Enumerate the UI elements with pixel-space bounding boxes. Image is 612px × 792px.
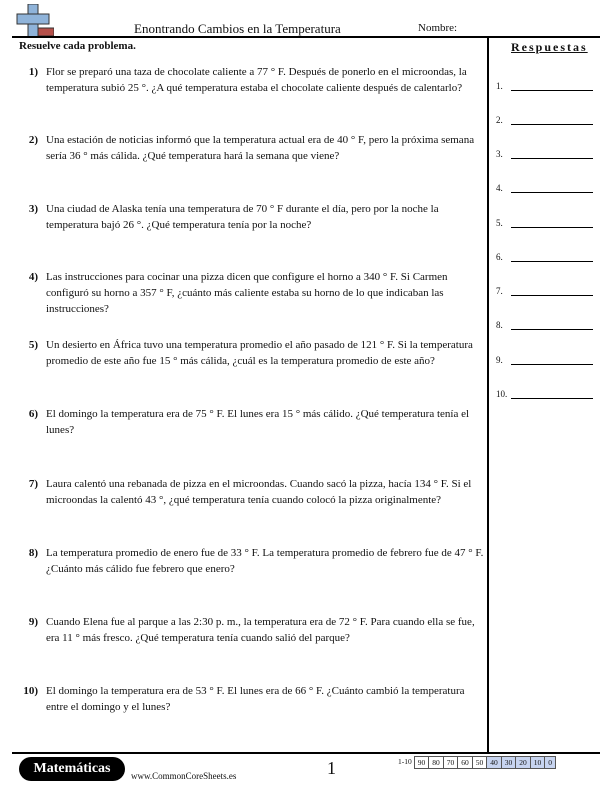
score-cell: 60 <box>457 756 473 769</box>
question-text: Una estación de noticias informó que la temperatura actual era de 40 ° F, pero la próxima semana sería 36 ° más cálida. ¿Qué temperatura hará la semana que viene? <box>46 134 475 162</box>
answer-slot[interactable] <box>496 149 503 159</box>
answer-line[interactable] <box>511 158 593 159</box>
question-text: Una ciudad de Alaska tenía una temperatura de 70 ° F durante el día, pero por la noche la temperatura bajó 26 °. ¿Qué temperatura tenía por la noche? <box>46 203 439 231</box>
answer-slot[interactable] <box>496 252 503 262</box>
answers-title: Respuestas <box>511 40 588 54</box>
answer-label: 9. <box>496 355 503 365</box>
score-cell: 70 <box>443 756 459 769</box>
answer-label: 6. <box>496 252 503 262</box>
question-text: Cuando Elena fue al parque a las 2:30 p. m., la temperatura era de 72 ° F. Para cuando ella se fue, era 11 ° más fresco. ¿Qué temperatura tenía cuando salió del parque? <box>46 616 475 644</box>
answer-label: 3. <box>496 149 503 159</box>
question-text: Laura calentó una rebanada de pizza en el microondas. Cuando sacó la pizza, hacía 134 ° F. Si el microondas la calentó 43 °, ¿qué temperatura tenía cuando colocó la pizza originalmente? <box>46 478 472 506</box>
score-label: 1-10 <box>398 757 412 766</box>
score-cell: 90 <box>414 756 430 769</box>
score-cell: 10 <box>530 756 546 769</box>
answer-label: 4. <box>496 183 503 193</box>
score-cell: 80 <box>428 756 444 769</box>
answer-label: 5. <box>496 218 503 228</box>
answer-line[interactable] <box>511 227 593 228</box>
answer-column-divider <box>487 38 489 752</box>
question-text: Un desierto en África tuvo una temperatura promedio el año pasado de 121 ° F. Si la temperatura promedio de este año fue 15 ° más cálida, ¿cuál es la temperatura promedio de este año? <box>46 339 473 367</box>
score-cell: 50 <box>472 756 488 769</box>
score-cell: 40 <box>486 756 502 769</box>
question-number: 5) <box>28 339 38 351</box>
question-number: 6) <box>28 408 38 420</box>
score-table <box>398 756 556 769</box>
question-text: Flor se preparó una taza de chocolate caliente a 77 ° F. Después de ponerlo en el microondas, la temperatura subió 25 °. ¿A qué temperatura estaba el chocolate caliente después de calentarlo? <box>46 66 467 94</box>
answer-slot[interactable] <box>496 389 507 399</box>
answer-line[interactable] <box>511 90 593 91</box>
answer-line[interactable] <box>511 124 593 125</box>
question-number: 4) <box>28 271 38 283</box>
logo-icon <box>14 4 54 38</box>
answer-line[interactable] <box>511 398 593 399</box>
answer-label: 10. <box>496 389 508 399</box>
question-number: 1) <box>28 66 38 78</box>
answer-line[interactable] <box>511 364 593 365</box>
answer-slot[interactable] <box>496 286 503 296</box>
question-number: 3) <box>28 203 38 215</box>
question-number: 8) <box>28 547 38 559</box>
question-text: La temperatura promedio de enero fue de 33 ° F. La temperatura promedio de febrero fue de 47 ° F. ¿Cuánto más cálido fue febrero que enero? <box>46 547 484 575</box>
answer-label: 8. <box>496 320 503 330</box>
answer-label: 2. <box>496 115 503 125</box>
answer-slot[interactable] <box>496 320 503 330</box>
site-url: www.CommonCoreSheets.es <box>131 771 237 781</box>
answer-slot[interactable] <box>496 81 503 91</box>
question-text: El domingo la temperatura era de 75 ° F. El lunes era 15 ° más cálido. ¿Qué temperatura tenía el lunes? <box>46 408 470 436</box>
header-divider <box>12 36 600 38</box>
question-number: 10) <box>23 685 38 697</box>
answer-line[interactable] <box>511 295 593 296</box>
question-text: Las instrucciones para cocinar una pizza dicen que configure el horno a 340 ° F. Si Carmen configuró su horno a 357 ° F, ¿cuánto más caliente estaba su horno de lo que indicaban las instrucciones? <box>46 271 448 315</box>
answer-label: 7. <box>496 286 503 296</box>
question-number: 7) <box>28 478 38 490</box>
page-number: 1 <box>327 758 336 778</box>
answer-line[interactable] <box>511 192 593 193</box>
question-number: 9) <box>28 616 38 628</box>
answer-slot[interactable] <box>496 355 503 365</box>
name-label: Nombre: <box>418 22 458 34</box>
answer-line[interactable] <box>511 261 593 262</box>
score-cell: 20 <box>515 756 531 769</box>
footer-divider <box>12 752 600 754</box>
score-cell: 0 <box>544 756 556 769</box>
answer-slot[interactable] <box>496 115 503 125</box>
answer-slot[interactable] <box>496 218 503 228</box>
page-title: Enontrando Cambios en la Temperatura <box>134 21 341 36</box>
subject-badge: Matemáticas <box>19 757 125 781</box>
answer-slot[interactable] <box>496 183 503 193</box>
question-text: El domingo la temperatura era de 53 ° F. El lunes era de 66 ° F. ¿Cuánto cambió la temperatura entre el domingo y el lunes? <box>46 685 465 713</box>
question-number: 2) <box>28 134 38 146</box>
answer-label: 1. <box>496 81 503 91</box>
instructions: Resuelve cada problema. <box>19 40 136 52</box>
score-cell: 30 <box>501 756 517 769</box>
answer-line[interactable] <box>511 329 593 330</box>
